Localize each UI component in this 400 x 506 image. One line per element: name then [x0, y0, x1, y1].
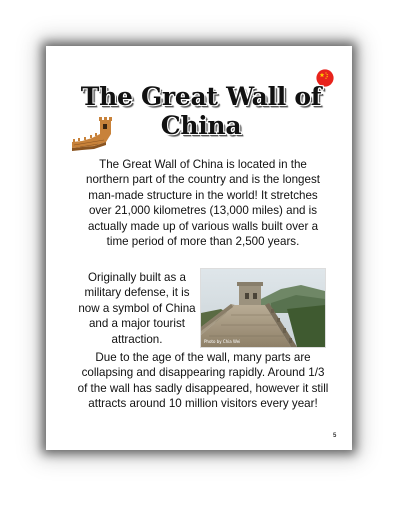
great-wall-icon: [70, 114, 114, 152]
history-paragraph: Originally built as a military defense, it is now a symbol of China and a major tourist attraction.: [78, 271, 196, 346]
photo-credit: Photo by Chia Wei: [204, 339, 241, 344]
page-number: 5: [333, 433, 337, 439]
page-title: The Great Wall of China: [80, 82, 322, 140]
great-wall-photo: [200, 268, 326, 348]
document-page: [46, 46, 352, 450]
great-wall-photo-image: [201, 269, 325, 347]
intro-paragraph: The Great Wall of China is located in the northern part of the country and is the longest man-made structure in the world! It stretches over 21,000 kilometres (13,000 miles) and is actually made up of various walls built over a time period of more than 2,500 years.: [86, 158, 320, 249]
conservation-paragraph: Due to the age of the wall, many parts are collapsing and disappearing rapidly. Around 1/3 of the wall has sadly disappeared, however it still attracts around 10 million visitors every year!: [77, 351, 329, 411]
